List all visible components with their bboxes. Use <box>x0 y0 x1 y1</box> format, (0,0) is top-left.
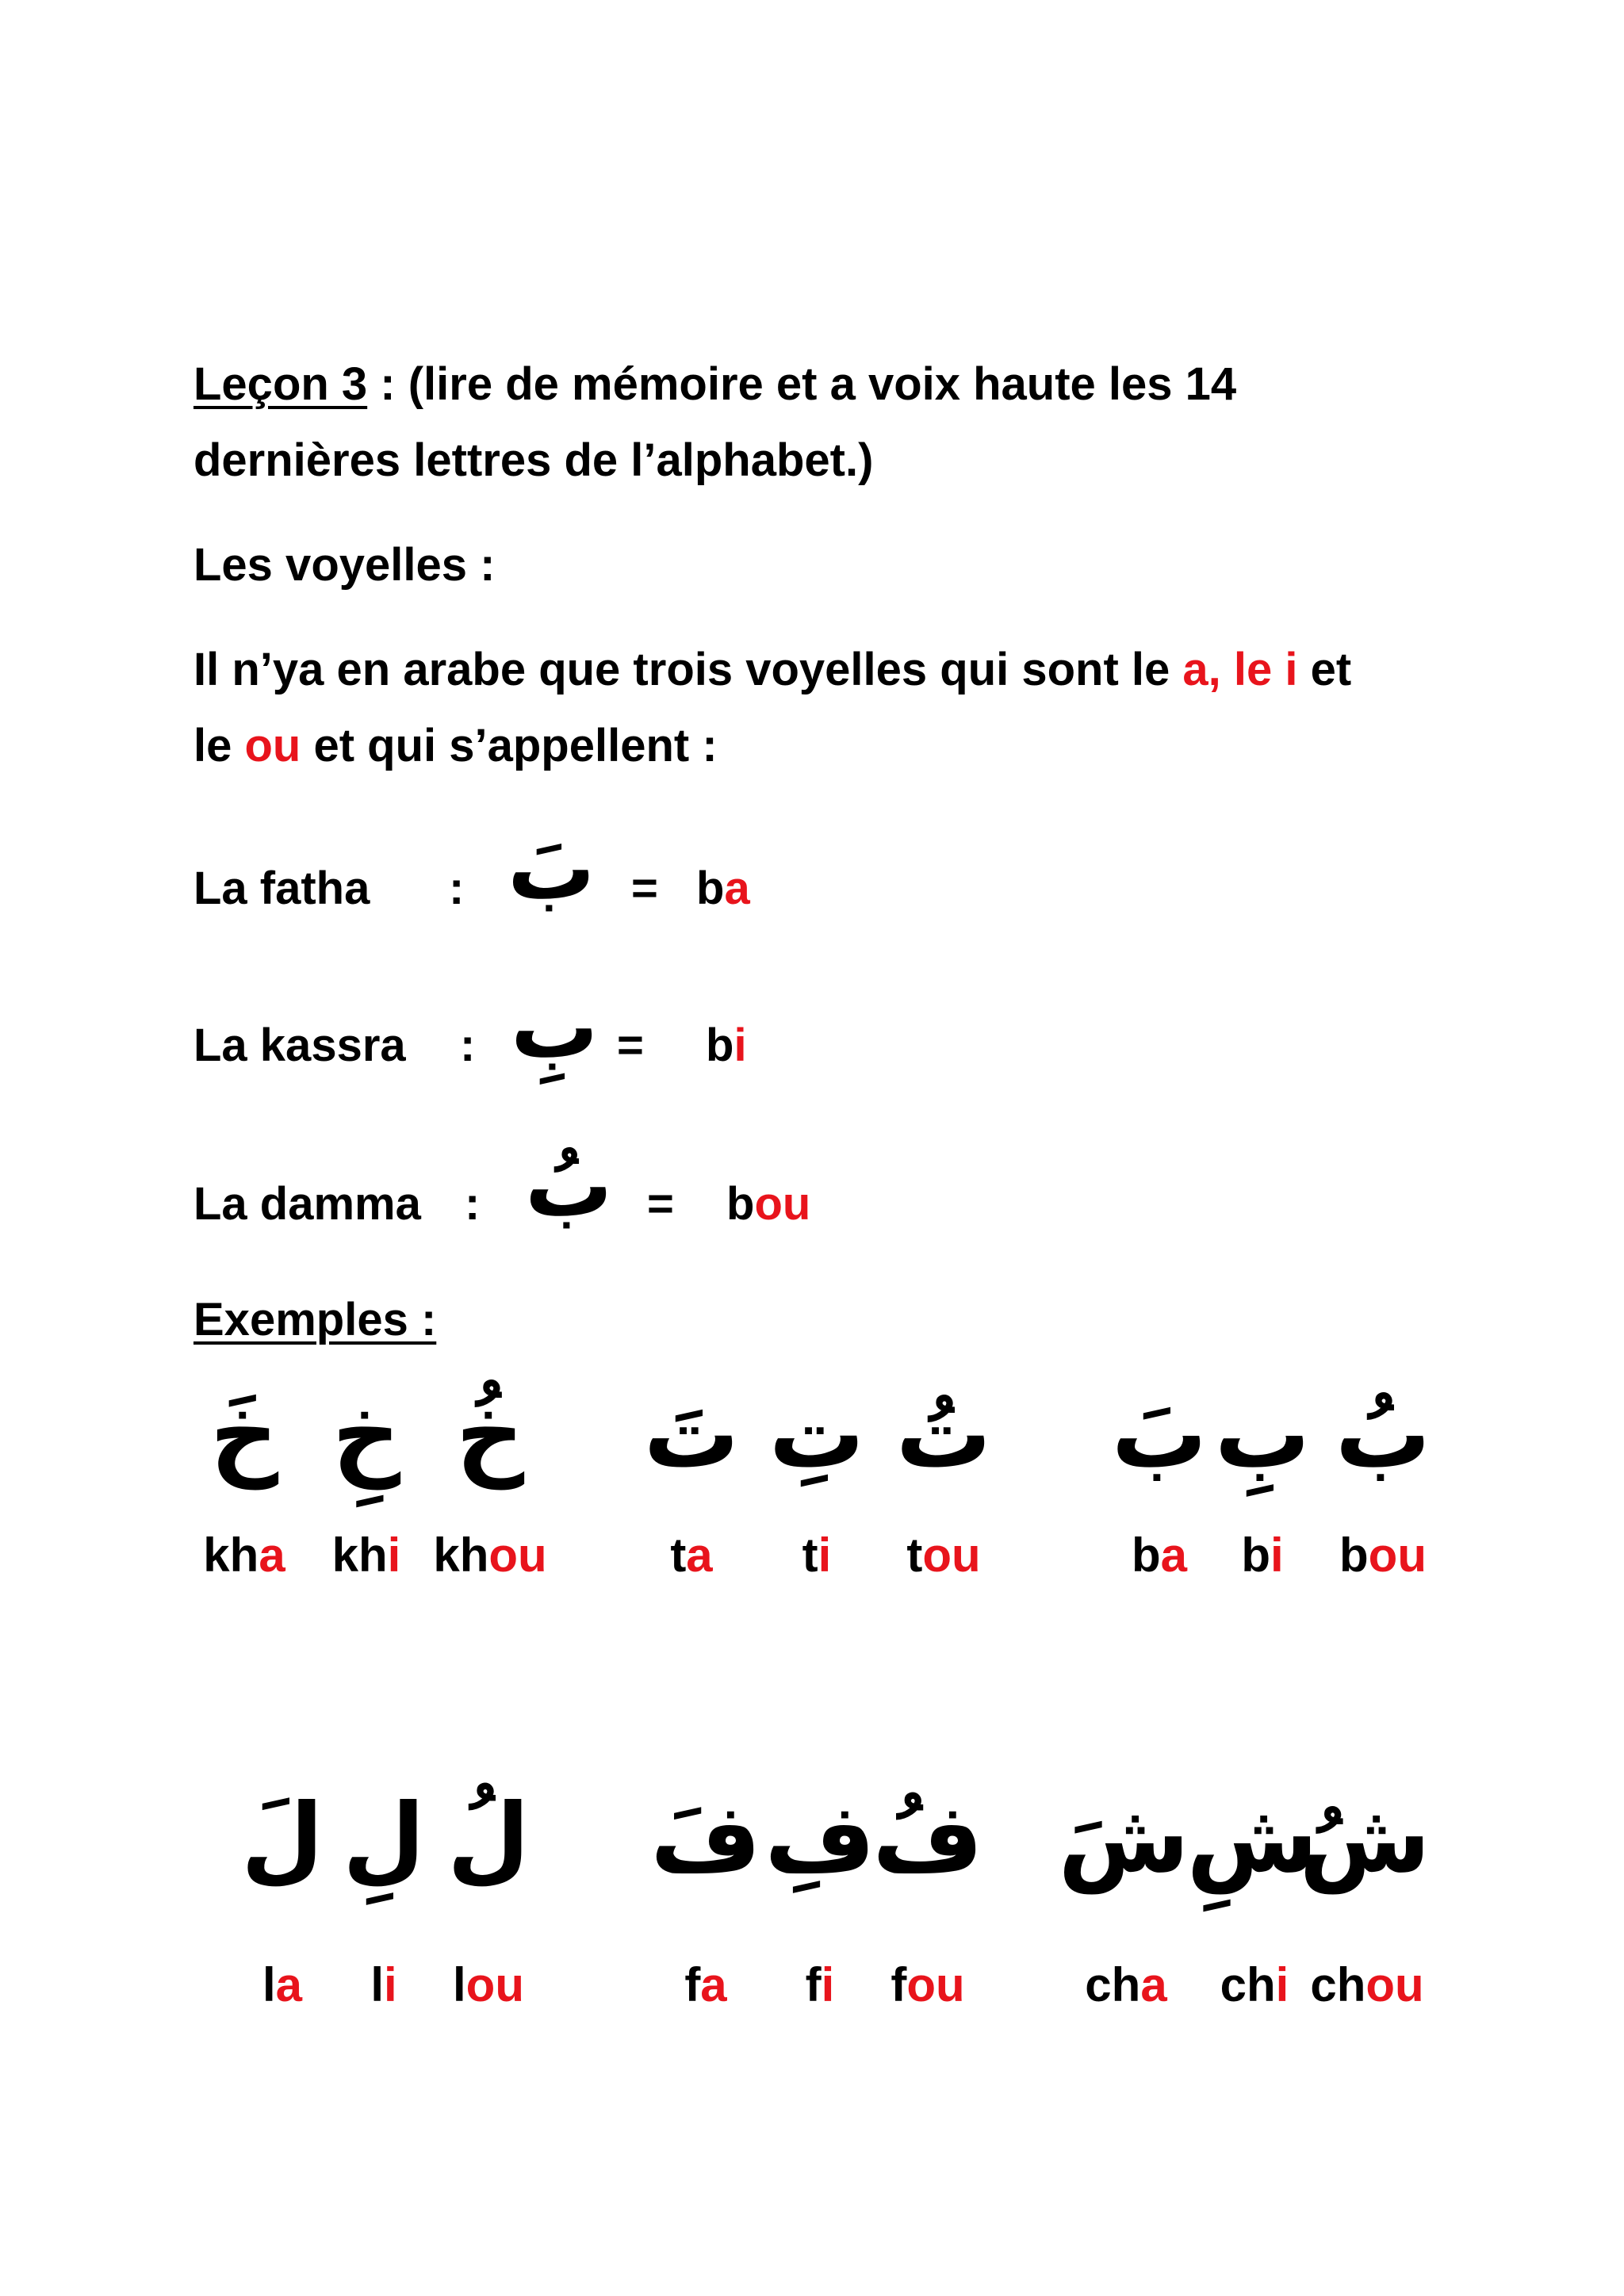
translit-vowel: i <box>387 1529 401 1582</box>
example-arabic-letter: شِ <box>1186 1784 1318 1894</box>
vowel-translit-damma <box>726 1178 811 1230</box>
vowel-a-label: a, le <box>1182 644 1273 695</box>
translit-vowel: ou <box>906 1958 965 2011</box>
vowel-name-kassra: La kassra <box>193 1020 406 1071</box>
translit-consonant: l <box>453 1958 466 2011</box>
vowel-name-fatha: La fatha <box>193 863 370 914</box>
example-arabic-letter: تِ <box>768 1380 865 1490</box>
translit-vowel: a <box>686 1529 713 1582</box>
translit-consonant: b <box>706 1020 734 1071</box>
arabic-letter-fatha: بَ <box>508 817 596 919</box>
translit-vowel: a <box>275 1958 303 2011</box>
translit-vowel: a <box>724 863 750 914</box>
example-arabic-letter: خُ <box>455 1380 525 1490</box>
example-arabic-letter: شَ <box>1058 1784 1189 1894</box>
intro-line-2 <box>193 720 718 771</box>
example-arabic-letter: بُ <box>1335 1380 1431 1490</box>
example-arabic-letter: خِ <box>331 1380 401 1490</box>
translit-vowel: a <box>1160 1529 1188 1582</box>
translit-consonant: l <box>370 1958 384 2011</box>
vowel-equals-fatha: = <box>631 863 658 914</box>
translit-vowel: ou <box>754 1178 811 1230</box>
translit-consonant: f <box>805 1958 822 2011</box>
translit-vowel: a <box>1140 1958 1167 2011</box>
intro-line-1 <box>193 644 1352 695</box>
translit-vowel: ou <box>1365 1958 1424 2011</box>
translit-vowel: ou <box>922 1529 981 1582</box>
section-heading-vowels: Les voyelles : <box>193 539 496 591</box>
example-transliteration <box>1296 1958 1438 2011</box>
example-arabic-letter: بَ <box>1111 1380 1208 1490</box>
example-arabic-letter: لَ <box>240 1784 324 1894</box>
example-transliteration <box>419 1529 561 1582</box>
example-arabic-letter: بِ <box>1214 1380 1311 1490</box>
example-arabic-letter: لِ <box>342 1784 426 1894</box>
example-arabic-letter: خَ <box>209 1380 279 1490</box>
vowel-name-damma: La damma <box>193 1178 421 1230</box>
vowel-translit-kassra <box>706 1020 747 1071</box>
vowel-translit-fatha <box>696 863 750 914</box>
translit-consonant: b <box>1241 1529 1270 1582</box>
vowel-colon-fatha: : <box>449 863 465 914</box>
vowel-ou-label: ou <box>244 720 301 771</box>
intro-text-5: et qui s’appellent : <box>301 720 718 771</box>
translit-vowel: a <box>700 1958 727 2011</box>
lesson-instruction: : (lire de mémoire et a voix haute les 14 <box>367 358 1237 410</box>
translit-vowel: i <box>818 1529 832 1582</box>
arabic-letter-kassra: بِ <box>511 976 599 1077</box>
example-transliteration <box>1055 1958 1197 2011</box>
example-arabic-letter: فَ <box>650 1784 761 1894</box>
lesson-title-line-2: dernières lettres de l’alphabet.) <box>193 434 874 486</box>
example-arabic-letter: تُ <box>895 1380 992 1490</box>
example-arabic-letter: شُ <box>1299 1784 1431 1894</box>
vowel-equals-damma: = <box>647 1178 674 1230</box>
translit-vowel: ou <box>488 1529 547 1582</box>
example-transliteration <box>1312 1529 1454 1582</box>
examples-heading: Exemples : <box>193 1294 437 1345</box>
translit-consonant: ch <box>1085 1958 1141 2011</box>
translit-consonant: b <box>1339 1529 1369 1582</box>
translit-consonant: b <box>726 1178 755 1230</box>
vowel-equals-kassra: = <box>617 1020 644 1071</box>
vowel-i-label: i <box>1285 644 1298 695</box>
intro-text-1: Il n’ya en arabe que trois voyelles qui sont le <box>193 644 1183 695</box>
translit-vowel: a <box>259 1529 285 1582</box>
translit-vowel: ou <box>465 1958 524 2011</box>
example-transliteration <box>745 1529 888 1582</box>
example-transliteration <box>872 1529 1015 1582</box>
example-arabic-letter: تَ <box>643 1380 740 1490</box>
translit-consonant: kh <box>203 1529 259 1582</box>
arabic-letter-damma: بُ <box>525 1135 613 1236</box>
translit-consonant: ch <box>1220 1958 1276 2011</box>
intro-text-3: et <box>1297 644 1352 695</box>
translit-consonant: t <box>802 1529 818 1582</box>
translit-vowel: i <box>1270 1529 1284 1582</box>
vowel-colon-damma: : <box>465 1178 481 1230</box>
example-arabic-letter: فِ <box>764 1784 875 1894</box>
example-transliteration <box>295 1529 438 1582</box>
translit-consonant: ch <box>1310 1958 1366 2011</box>
translit-consonant: l <box>262 1958 276 2011</box>
translit-consonant: kh <box>433 1529 489 1582</box>
vowel-colon-kassra: : <box>460 1020 476 1071</box>
translit-consonant: kh <box>331 1529 388 1582</box>
translit-consonant: b <box>1131 1529 1161 1582</box>
translit-consonant: t <box>906 1529 923 1582</box>
lesson-number: Leçon 3 <box>193 358 368 410</box>
example-transliteration <box>856 1958 999 2011</box>
intro-text-4: le <box>193 720 245 771</box>
example-transliteration <box>417 1958 560 2011</box>
example-transliteration <box>620 1529 763 1582</box>
translit-vowel: ou <box>1368 1529 1427 1582</box>
intro-text-2 <box>1272 644 1285 695</box>
translit-consonant: f <box>891 1958 907 2011</box>
example-arabic-letter: فُ <box>872 1784 983 1894</box>
translit-consonant: f <box>684 1958 701 2011</box>
lesson-title-line-1 <box>193 358 1237 410</box>
translit-vowel: i <box>384 1958 397 2011</box>
translit-vowel: i <box>733 1020 747 1071</box>
translit-consonant: t <box>670 1529 687 1582</box>
translit-vowel: i <box>1275 1958 1289 2011</box>
translit-vowel: i <box>821 1958 835 2011</box>
example-transliteration <box>173 1529 316 1582</box>
example-arabic-letter: لُ <box>446 1784 530 1894</box>
translit-consonant: b <box>696 863 725 914</box>
